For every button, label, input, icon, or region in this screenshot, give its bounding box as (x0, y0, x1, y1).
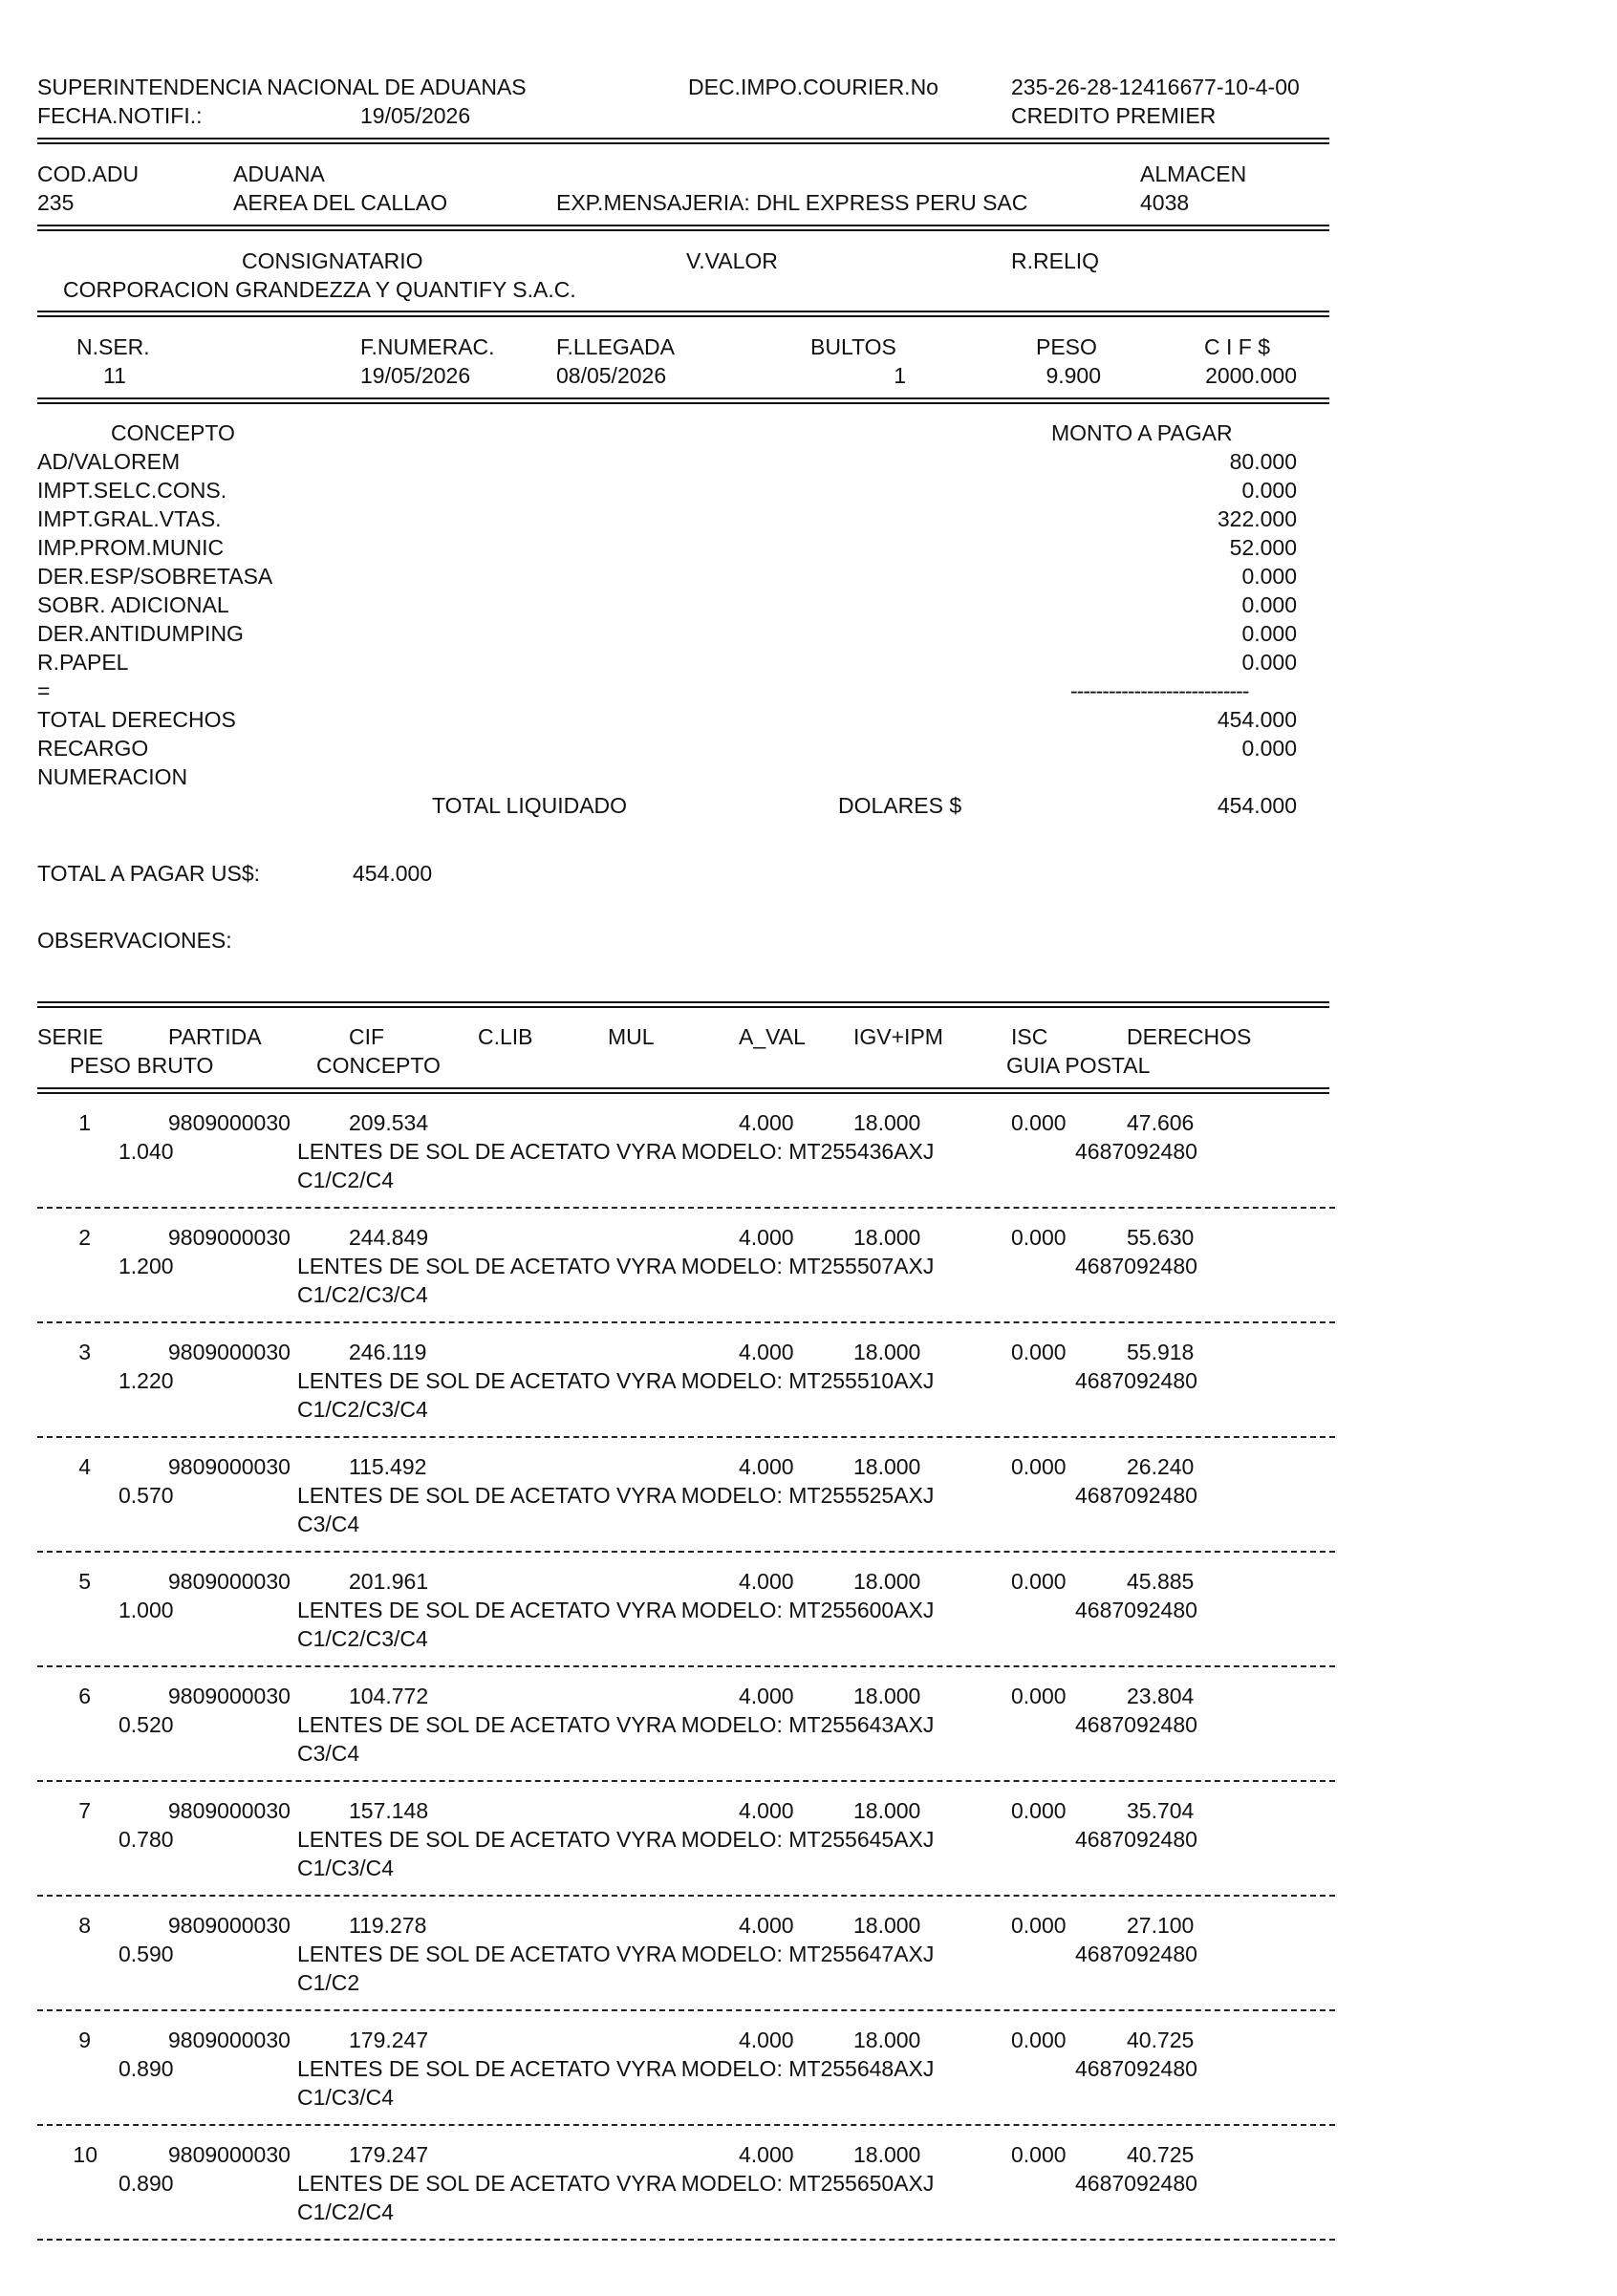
row-igv: 18.000 (853, 1225, 921, 1250)
row-concepto: LENTES DE SOL DE ACETATO VYRA MODELO: MT255645AXJ (297, 1827, 935, 1852)
row-concepto: LENTES DE SOL DE ACETATO VYRA MODELO: MT255647AXJ (297, 1942, 935, 1966)
total-duties-label: TOTAL DERECHOS (37, 707, 236, 732)
row-divider (37, 1780, 1335, 1782)
row-divider (37, 1436, 1335, 1438)
cif-label: C I F $ (1204, 334, 1271, 359)
charge-amount: 0.000 (1241, 478, 1297, 503)
row-cif: 201.961 (349, 1569, 429, 1594)
declaration-number: 235-26-28-12416677-10-4-00 (1011, 75, 1300, 99)
notification-date: 19/05/2026 (360, 103, 471, 128)
row-serie: 3 (78, 1340, 91, 1364)
row-partida: 9809000030 (168, 2142, 291, 2167)
warehouse-label: ALMACEN (1140, 161, 1247, 186)
row-derechos: 27.100 (1127, 1913, 1195, 1938)
col-header-clib: C.LIB (478, 1024, 533, 1049)
row-igv: 18.000 (853, 1913, 921, 1938)
observations-label: OBSERVACIONES: (37, 928, 232, 953)
row-isc: 0.000 (1011, 1684, 1067, 1708)
row-serie: 4 (78, 1454, 91, 1479)
row-derechos: 26.240 (1127, 1454, 1195, 1479)
weight-value: 9.900 (1046, 363, 1101, 388)
row-igv: 18.000 (853, 1454, 921, 1479)
row-cif: 115.492 (349, 1454, 427, 1479)
row-concepto: LENTES DE SOL DE ACETATO VYRA MODELO: MT255600AXJ (297, 1598, 935, 1622)
row-partida: 9809000030 (168, 1225, 291, 1250)
row-cif: 209.534 (349, 1110, 429, 1135)
row-isc: 0.000 (1011, 1798, 1067, 1823)
row-guia: 4687092480 (1075, 2056, 1197, 2081)
row-concepto: LENTES DE SOL DE ACETATO VYRA MODELO: MT255643AXJ (297, 1712, 935, 1737)
row-peso: 0.570 (119, 1483, 174, 1508)
section-divider (37, 138, 1329, 144)
section-divider (37, 225, 1329, 231)
row-derechos: 55.918 (1127, 1340, 1195, 1364)
arrival-date-label: F.LLEGADA (556, 334, 675, 359)
row-derechos: 40.725 (1127, 2142, 1195, 2167)
row-codes: C3/C4 (297, 1741, 360, 1766)
row-isc: 0.000 (1011, 1913, 1067, 1938)
charge-name: DER.ESP/SOBRETASA (37, 564, 273, 589)
col-header-guia: GUIA POSTAL (1006, 1053, 1151, 1078)
row-aval: 4.000 (739, 1225, 794, 1250)
row-isc: 0.000 (1011, 1340, 1067, 1364)
col-header-igv: IGV+IPM (853, 1024, 943, 1049)
charge-name: IMP.PROM.MUNIC (37, 535, 225, 560)
row-igv: 18.000 (853, 1684, 921, 1708)
row-cif: 244.849 (349, 1225, 429, 1250)
row-partida: 9809000030 (168, 1454, 291, 1479)
numbering-date: 19/05/2026 (360, 363, 471, 388)
row-concepto: LENTES DE SOL DE ACETATO VYRA MODELO: MT255510AXJ (297, 1368, 935, 1393)
charge-amount: 0.000 (1241, 621, 1297, 646)
equals-sign: = (37, 678, 51, 703)
table-header-divider (37, 1087, 1329, 1094)
row-partida: 9809000030 (168, 2028, 291, 2052)
row-codes: C1/C2/C3/C4 (297, 1282, 428, 1307)
row-isc: 0.000 (1011, 1454, 1067, 1479)
row-guia: 4687092480 (1075, 1254, 1197, 1278)
row-igv: 18.000 (853, 1110, 921, 1135)
charge-amount: 0.000 (1241, 650, 1297, 675)
row-divider (37, 1321, 1335, 1323)
row-serie: 1 (78, 1110, 91, 1135)
row-isc: 0.000 (1011, 2028, 1067, 2052)
total-liquidated-value: 454.000 (1217, 793, 1297, 818)
row-cif: 179.247 (349, 2142, 429, 2167)
col-header-serie: SERIE (37, 1024, 104, 1049)
row-aval: 4.000 (739, 1798, 794, 1823)
series-number-label: N.SER. (76, 334, 150, 359)
row-peso: 0.890 (119, 2056, 174, 2081)
row-aval: 4.000 (739, 1454, 794, 1479)
charge-amount: 80.000 (1229, 449, 1297, 474)
row-aval: 4.000 (739, 1110, 794, 1135)
row-serie: 7 (78, 1798, 91, 1823)
row-divider (37, 1207, 1335, 1209)
row-aval: 4.000 (739, 2142, 794, 2167)
row-codes: C1/C3/C4 (297, 1856, 394, 1880)
surcharge-value: 0.000 (1241, 736, 1297, 761)
section-divider (37, 311, 1329, 317)
row-concepto: LENTES DE SOL DE ACETATO VYRA MODELO: MT255525AXJ (297, 1483, 935, 1508)
row-aval: 4.000 (739, 2028, 794, 2052)
customs-office-label: ADUANA (233, 161, 325, 186)
amount-label: MONTO A PAGAR (1051, 420, 1233, 445)
row-divider (37, 2009, 1335, 2011)
row-peso: 1.220 (119, 1368, 174, 1393)
row-serie: 2 (78, 1225, 91, 1250)
charge-amount: 52.000 (1229, 535, 1297, 560)
total-liquidated-label: TOTAL LIQUIDADO (432, 793, 628, 818)
row-serie: 8 (78, 1913, 91, 1938)
series-number: 11 (103, 363, 126, 388)
reliquidation-label: R.RELIQ (1011, 248, 1100, 273)
consignee-label: CONSIGNATARIO (242, 248, 423, 273)
row-codes: C1/C2/C4 (297, 1168, 394, 1192)
row-igv: 18.000 (853, 1569, 921, 1594)
row-peso: 0.590 (119, 1942, 174, 1966)
weight-label: PESO (1036, 334, 1097, 359)
total-to-pay-value: 454.000 (353, 861, 433, 886)
charge-name: IMPT.GRAL.VTAS. (37, 506, 222, 531)
subtotal-separator: ---------------------------- (1070, 678, 1249, 703)
col-header-peso-bruto: PESO BRUTO (70, 1053, 214, 1078)
customs-office: AEREA DEL CALLAO (233, 190, 448, 215)
charge-name: IMPT.SELC.CONS. (37, 478, 227, 503)
value-label: V.VALOR (686, 248, 778, 273)
row-cif: 119.278 (349, 1913, 427, 1938)
row-partida: 9809000030 (168, 1684, 291, 1708)
notification-date-label: FECHA.NOTIFI.: (37, 103, 203, 128)
row-peso: 1.000 (119, 1598, 174, 1622)
row-partida: 9809000030 (168, 1340, 291, 1364)
row-concepto: LENTES DE SOL DE ACETATO VYRA MODELO: MT255648AXJ (297, 2056, 935, 2081)
row-aval: 4.000 (739, 1569, 794, 1594)
row-peso: 1.040 (119, 1139, 174, 1164)
charge-name: AD/VALOREM (37, 449, 181, 474)
row-guia: 4687092480 (1075, 1139, 1197, 1164)
charge-amount: 322.000 (1217, 506, 1297, 531)
charge-amount: 0.000 (1241, 592, 1297, 617)
customs-code-label: COD.ADU (37, 161, 140, 186)
row-serie: 6 (78, 1684, 91, 1708)
row-derechos: 55.630 (1127, 1225, 1195, 1250)
col-header-derechos: DERECHOS (1127, 1024, 1252, 1049)
total-to-pay-label: TOTAL A PAGAR US$: (37, 861, 261, 886)
table-top-divider (37, 1001, 1329, 1008)
row-cif: 246.119 (349, 1340, 427, 1364)
agency-name: SUPERINTENDENCIA NACIONAL DE ADUANAS (37, 75, 527, 99)
arrival-date: 08/05/2026 (556, 363, 667, 388)
row-partida: 9809000030 (168, 1913, 291, 1938)
row-codes: C3/C4 (297, 1512, 360, 1536)
row-derechos: 45.885 (1127, 1569, 1195, 1594)
row-derechos: 40.725 (1127, 2028, 1195, 2052)
row-guia: 4687092480 (1075, 1368, 1197, 1393)
packages-label: BULTOS (810, 334, 896, 359)
row-derechos: 47.606 (1127, 1110, 1195, 1135)
row-isc: 0.000 (1011, 2142, 1067, 2167)
customs-code: 235 (37, 190, 75, 215)
charge-amount: 0.000 (1241, 564, 1297, 589)
col-header-aval: A_VAL (739, 1024, 806, 1049)
row-guia: 4687092480 (1075, 1598, 1197, 1622)
row-guia: 4687092480 (1075, 1712, 1197, 1737)
row-cif: 179.247 (349, 2028, 429, 2052)
row-igv: 18.000 (853, 2028, 921, 2052)
row-cif: 104.772 (349, 1684, 429, 1708)
packages-count: 1 (894, 363, 906, 388)
charge-name: R.PAPEL (37, 650, 129, 675)
row-igv: 18.000 (853, 1798, 921, 1823)
consignee-name: CORPORACION GRANDEZZA Y QUANTIFY S.A.C. (63, 277, 576, 302)
row-peso: 0.780 (119, 1827, 174, 1852)
row-divider (37, 2239, 1335, 2241)
numbering-label: NUMERACION (37, 764, 188, 789)
col-header-cif: CIF (349, 1024, 385, 1049)
row-guia: 4687092480 (1075, 1827, 1197, 1852)
row-codes: C1/C2/C4 (297, 2199, 394, 2224)
row-isc: 0.000 (1011, 1225, 1067, 1250)
row-codes: C1/C2/C3/C4 (297, 1397, 428, 1422)
col-header-mul: MUL (608, 1024, 655, 1049)
row-partida: 9809000030 (168, 1110, 291, 1135)
row-peso: 0.520 (119, 1712, 174, 1737)
row-divider (37, 1551, 1335, 1553)
dollars-label: DOLARES $ (838, 793, 962, 818)
row-codes: C1/C3/C4 (297, 2085, 394, 2110)
charge-name: DER.ANTIDUMPING (37, 621, 244, 646)
row-guia: 4687092480 (1075, 1483, 1197, 1508)
row-isc: 0.000 (1011, 1569, 1067, 1594)
row-guia: 4687092480 (1075, 2171, 1197, 2196)
row-aval: 4.000 (739, 1684, 794, 1708)
section-divider (37, 397, 1329, 404)
row-codes: C1/C2/C3/C4 (297, 1626, 428, 1651)
numbering-date-label: F.NUMERAC. (360, 334, 495, 359)
total-duties-value: 454.000 (1217, 707, 1297, 732)
row-cif: 157.148 (349, 1798, 429, 1823)
row-divider (37, 1665, 1335, 1667)
row-guia: 4687092480 (1075, 1942, 1197, 1966)
row-serie: 5 (78, 1569, 91, 1594)
courier-company: EXP.MENSAJERIA: DHL EXPRESS PERU SAC (556, 190, 1028, 215)
row-partida: 9809000030 (168, 1798, 291, 1823)
row-aval: 4.000 (739, 1340, 794, 1364)
credit-type: CREDITO PREMIER (1011, 103, 1217, 128)
row-serie: 9 (78, 2028, 91, 2052)
row-codes: C1/C2 (297, 1970, 360, 1995)
row-divider (37, 2124, 1335, 2126)
row-partida: 9809000030 (168, 1569, 291, 1594)
row-igv: 18.000 (853, 2142, 921, 2167)
row-aval: 4.000 (739, 1913, 794, 1938)
concept-label: CONCEPTO (111, 420, 235, 445)
row-peso: 0.890 (119, 2171, 174, 2196)
row-igv: 18.000 (853, 1340, 921, 1364)
surcharge-label: RECARGO (37, 736, 149, 761)
row-derechos: 23.804 (1127, 1684, 1195, 1708)
row-peso: 1.200 (119, 1254, 174, 1278)
row-serie: 10 (73, 2142, 97, 2167)
row-divider (37, 1895, 1335, 1897)
row-isc: 0.000 (1011, 1110, 1067, 1135)
col-header-partida: PARTIDA (168, 1024, 262, 1049)
cif-value: 2000.000 (1205, 363, 1297, 388)
row-concepto: LENTES DE SOL DE ACETATO VYRA MODELO: MT255436AXJ (297, 1139, 935, 1164)
row-concepto: LENTES DE SOL DE ACETATO VYRA MODELO: MT255507AXJ (297, 1254, 935, 1278)
col-header-isc: ISC (1011, 1024, 1048, 1049)
charge-name: SOBR. ADICIONAL (37, 592, 229, 617)
row-derechos: 35.704 (1127, 1798, 1195, 1823)
col-header-concepto: CONCEPTO (316, 1053, 441, 1078)
warehouse-code: 4038 (1140, 190, 1190, 215)
declaration-label: DEC.IMPO.COURIER.No (688, 75, 938, 99)
row-concepto: LENTES DE SOL DE ACETATO VYRA MODELO: MT255650AXJ (297, 2171, 935, 2196)
